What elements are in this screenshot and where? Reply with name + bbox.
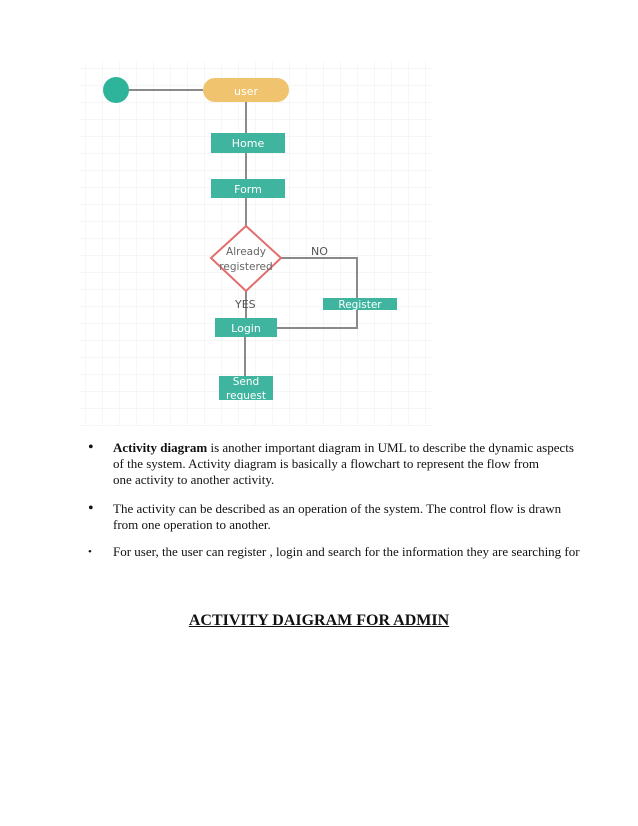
bullet-text bbox=[113, 440, 573, 488]
send-request-label-line1: Send bbox=[232, 376, 260, 388]
bullet-line: is another important diagram in UML to describe the dynamic aspects bbox=[207, 440, 574, 455]
bullet-bold-term: Activity diagram bbox=[113, 440, 208, 455]
user-node-label: user bbox=[234, 85, 258, 98]
no-label: NO bbox=[311, 245, 328, 258]
bullet-line: For user, the user can register , login and search for the information they are searching for bbox=[113, 544, 580, 559]
bullet-text bbox=[113, 501, 573, 533]
start-node bbox=[103, 77, 129, 103]
send-request-label-line2: request bbox=[226, 390, 266, 402]
bullet-line: from one operation to another. bbox=[113, 517, 271, 532]
form-node-label: Form bbox=[234, 183, 262, 196]
yes-label: YES bbox=[235, 298, 256, 311]
bullet-icon: • bbox=[88, 500, 94, 517]
bullet-line: of the system. Activity diagram is basically a flowchart to represent the flow from bbox=[113, 456, 539, 471]
bullet-line: one activity to another activity. bbox=[113, 472, 275, 487]
section-heading: ACTIVITY DAIGRAM FOR ADMIN bbox=[188, 612, 450, 629]
bullet-icon: • bbox=[88, 546, 92, 558]
login-node-label: Login bbox=[231, 322, 261, 335]
register-node-label: Register bbox=[338, 299, 382, 311]
bullet-icon: • bbox=[88, 439, 94, 456]
bullet-text bbox=[113, 544, 580, 560]
decision-label-line1: Already bbox=[226, 246, 266, 258]
bullet-line: The activity can be described as an operation of the system. The control flow is drawn bbox=[113, 501, 562, 516]
home-node-label: Home bbox=[231, 137, 265, 150]
decision-label-line2: registered bbox=[219, 261, 273, 273]
